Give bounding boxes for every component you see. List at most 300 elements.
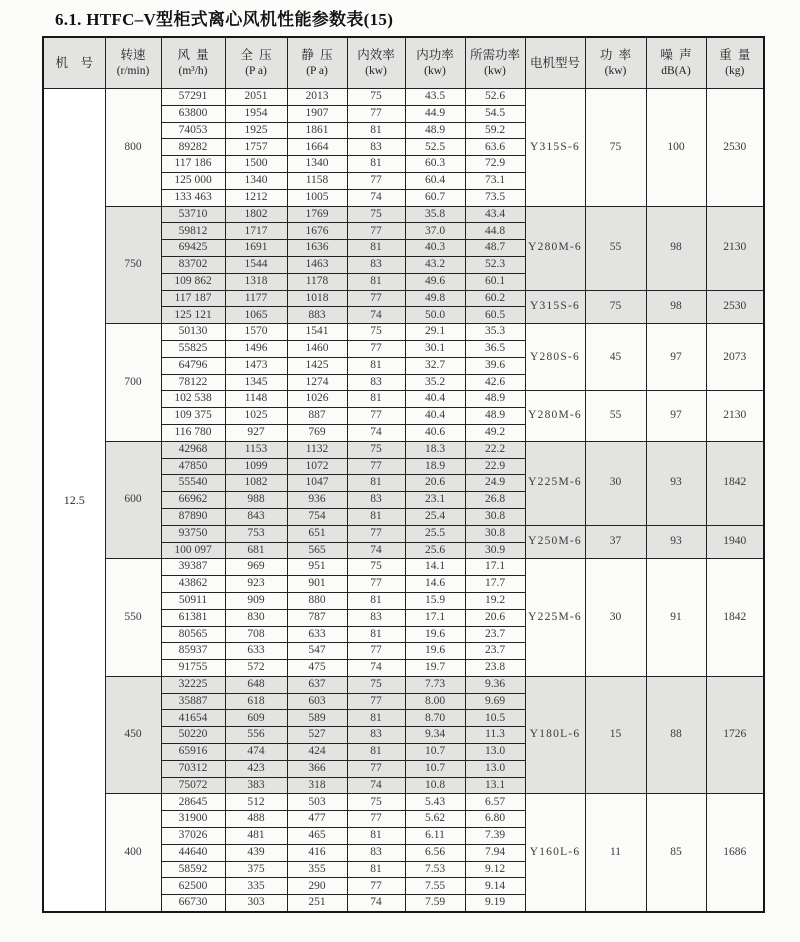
efficiency-cell: 81 xyxy=(347,626,405,643)
efficiency-cell: 81 xyxy=(347,475,405,492)
required-power-cell: 22.2 xyxy=(465,441,525,458)
static-pressure-cell: 475 xyxy=(287,660,347,677)
internal-power-cell: 18.9 xyxy=(405,458,465,475)
flow-cell: 85937 xyxy=(161,643,225,660)
motor-power-cell: 37 xyxy=(585,525,646,559)
internal-power-cell: 52.5 xyxy=(405,139,465,156)
efficiency-cell: 75 xyxy=(347,441,405,458)
efficiency-cell: 77 xyxy=(347,643,405,660)
internal-power-cell: 6.56 xyxy=(405,844,465,861)
total-pressure-cell: 375 xyxy=(225,861,287,878)
static-pressure-cell: 1026 xyxy=(287,391,347,408)
flow-cell: 55825 xyxy=(161,340,225,357)
total-pressure-cell: 609 xyxy=(225,710,287,727)
static-pressure-cell: 318 xyxy=(287,777,347,794)
required-power-cell: 73.5 xyxy=(465,189,525,206)
static-pressure-cell: 2013 xyxy=(287,89,347,106)
column-header-unit: dB(A) xyxy=(661,64,691,77)
flow-cell: 41654 xyxy=(161,710,225,727)
internal-power-cell: 19.6 xyxy=(405,643,465,660)
static-pressure-cell: 465 xyxy=(287,828,347,845)
required-power-cell: 52.6 xyxy=(465,89,525,106)
required-power-cell: 23.7 xyxy=(465,643,525,660)
required-power-cell: 60.2 xyxy=(465,290,525,307)
efficiency-cell: 77 xyxy=(347,340,405,357)
static-pressure-cell: 1018 xyxy=(287,290,347,307)
internal-power-cell: 40.6 xyxy=(405,424,465,441)
column-header-label: 内功率 xyxy=(416,47,454,62)
table-row xyxy=(43,676,764,693)
column-header-label: 转速 xyxy=(120,47,146,62)
static-pressure-cell: 416 xyxy=(287,844,347,861)
internal-power-cell: 48.9 xyxy=(405,122,465,139)
efficiency-cell: 74 xyxy=(347,895,405,912)
static-pressure-cell: 1132 xyxy=(287,441,347,458)
column-header-label: 机 号 xyxy=(55,55,93,70)
efficiency-cell: 77 xyxy=(347,576,405,593)
column-header-unit: (kw) xyxy=(484,64,506,77)
required-power-cell: 11.3 xyxy=(465,727,525,744)
flow-cell: 59812 xyxy=(161,223,225,240)
speed-cell: 550 xyxy=(105,559,161,677)
weight-cell: 1940 xyxy=(706,525,764,559)
weight-cell: 1686 xyxy=(706,794,764,912)
total-pressure-cell: 1099 xyxy=(225,458,287,475)
motor-model-cell: Y280S-6 xyxy=(525,324,585,391)
required-power-cell: 48.7 xyxy=(465,240,525,257)
noise-cell: 93 xyxy=(646,441,706,525)
static-pressure-cell: 1072 xyxy=(287,458,347,475)
efficiency-cell: 77 xyxy=(347,811,405,828)
noise-cell: 91 xyxy=(646,559,706,677)
required-power-cell: 17.1 xyxy=(465,559,525,576)
static-pressure-cell: 1769 xyxy=(287,206,347,223)
required-power-cell: 7.39 xyxy=(465,828,525,845)
required-power-cell: 73.1 xyxy=(465,172,525,189)
column-header-label: 功 率 xyxy=(599,47,632,62)
total-pressure-cell: 681 xyxy=(225,542,287,559)
column-header-label: 所需功率 xyxy=(469,47,520,62)
total-pressure-cell: 1212 xyxy=(225,189,287,206)
static-pressure-cell: 637 xyxy=(287,676,347,693)
static-pressure-cell: 565 xyxy=(287,542,347,559)
flow-cell: 93750 xyxy=(161,525,225,542)
efficiency-cell: 74 xyxy=(347,307,405,324)
required-power-cell: 44.8 xyxy=(465,223,525,240)
column-header-label: 噪 声 xyxy=(660,47,692,62)
flow-cell: 70312 xyxy=(161,760,225,777)
required-power-cell: 10.5 xyxy=(465,710,525,727)
static-pressure-cell: 1047 xyxy=(287,475,347,492)
table-body xyxy=(43,89,764,913)
efficiency-cell: 77 xyxy=(347,172,405,189)
total-pressure-cell: 648 xyxy=(225,676,287,693)
noise-cell: 88 xyxy=(646,676,706,794)
flow-cell: 100 097 xyxy=(161,542,225,559)
column-header xyxy=(347,37,405,89)
internal-power-cell: 60.7 xyxy=(405,189,465,206)
total-pressure-cell: 1954 xyxy=(225,105,287,122)
speed-cell: 600 xyxy=(105,441,161,559)
efficiency-cell: 81 xyxy=(347,592,405,609)
speed-cell: 450 xyxy=(105,676,161,794)
efficiency-cell: 77 xyxy=(347,760,405,777)
static-pressure-cell: 1274 xyxy=(287,374,347,391)
total-pressure-cell: 1025 xyxy=(225,408,287,425)
total-pressure-cell: 474 xyxy=(225,744,287,761)
total-pressure-cell: 1802 xyxy=(225,206,287,223)
total-pressure-cell: 753 xyxy=(225,525,287,542)
static-pressure-cell: 651 xyxy=(287,525,347,542)
total-pressure-cell: 1925 xyxy=(225,122,287,139)
flow-cell: 83702 xyxy=(161,256,225,273)
flow-cell: 44640 xyxy=(161,844,225,861)
flow-cell: 125 121 xyxy=(161,307,225,324)
required-power-cell: 54.5 xyxy=(465,105,525,122)
noise-cell: 97 xyxy=(646,391,706,441)
required-power-cell: 30.8 xyxy=(465,525,525,542)
static-pressure-cell: 1158 xyxy=(287,172,347,189)
flow-cell: 50911 xyxy=(161,592,225,609)
internal-power-cell: 60.4 xyxy=(405,172,465,189)
performance-table xyxy=(42,36,765,913)
total-pressure-cell: 1065 xyxy=(225,307,287,324)
required-power-cell: 20.6 xyxy=(465,609,525,626)
flow-cell: 64796 xyxy=(161,357,225,374)
efficiency-cell: 77 xyxy=(347,458,405,475)
internal-power-cell: 29.1 xyxy=(405,324,465,341)
efficiency-cell: 75 xyxy=(347,206,405,223)
weight-cell: 2130 xyxy=(706,206,764,290)
required-power-cell: 7.94 xyxy=(465,844,525,861)
static-pressure-cell: 355 xyxy=(287,861,347,878)
efficiency-cell: 83 xyxy=(347,609,405,626)
total-pressure-cell: 1570 xyxy=(225,324,287,341)
efficiency-cell: 81 xyxy=(347,273,405,290)
internal-power-cell: 19.6 xyxy=(405,626,465,643)
table-row xyxy=(43,206,764,223)
required-power-cell: 60.1 xyxy=(465,273,525,290)
flow-cell: 65916 xyxy=(161,744,225,761)
speed-cell: 750 xyxy=(105,206,161,324)
efficiency-cell: 77 xyxy=(347,525,405,542)
flow-cell: 87890 xyxy=(161,508,225,525)
motor-model-cell: Y250M-6 xyxy=(525,525,585,559)
noise-cell: 100 xyxy=(646,89,706,207)
motor-power-cell: 45 xyxy=(585,324,646,391)
flow-cell: 43862 xyxy=(161,576,225,593)
flow-cell: 109 375 xyxy=(161,408,225,425)
total-pressure-cell: 633 xyxy=(225,643,287,660)
internal-power-cell: 14.1 xyxy=(405,559,465,576)
efficiency-cell: 81 xyxy=(347,744,405,761)
noise-cell: 97 xyxy=(646,324,706,391)
total-pressure-cell: 1340 xyxy=(225,172,287,189)
internal-power-cell: 5.43 xyxy=(405,794,465,811)
total-pressure-cell: 335 xyxy=(225,878,287,895)
total-pressure-cell: 927 xyxy=(225,424,287,441)
total-pressure-cell: 481 xyxy=(225,828,287,845)
static-pressure-cell: 477 xyxy=(287,811,347,828)
total-pressure-cell: 618 xyxy=(225,693,287,710)
column-header xyxy=(287,37,347,89)
required-power-cell: 60.5 xyxy=(465,307,525,324)
internal-power-cell: 7.73 xyxy=(405,676,465,693)
flow-cell: 66962 xyxy=(161,492,225,509)
efficiency-cell: 77 xyxy=(347,878,405,895)
total-pressure-cell: 439 xyxy=(225,844,287,861)
required-power-cell: 9.36 xyxy=(465,676,525,693)
total-pressure-cell: 1148 xyxy=(225,391,287,408)
total-pressure-cell: 830 xyxy=(225,609,287,626)
motor-model-cell: Y280M-6 xyxy=(525,206,585,290)
static-pressure-cell: 787 xyxy=(287,609,347,626)
flow-cell: 109 862 xyxy=(161,273,225,290)
internal-power-cell: 40.4 xyxy=(405,408,465,425)
table-row xyxy=(43,324,764,341)
required-power-cell: 22.9 xyxy=(465,458,525,475)
column-header-unit: (kw) xyxy=(365,64,387,77)
static-pressure-cell: 1676 xyxy=(287,223,347,240)
flow-cell: 31900 xyxy=(161,811,225,828)
internal-power-cell: 8.00 xyxy=(405,693,465,710)
internal-power-cell: 43.2 xyxy=(405,256,465,273)
total-pressure-cell: 303 xyxy=(225,895,287,912)
column-header xyxy=(161,37,225,89)
required-power-cell: 35.3 xyxy=(465,324,525,341)
static-pressure-cell: 1861 xyxy=(287,122,347,139)
internal-power-cell: 49.8 xyxy=(405,290,465,307)
required-power-cell: 42.6 xyxy=(465,374,525,391)
internal-power-cell: 50.0 xyxy=(405,307,465,324)
weight-cell: 2130 xyxy=(706,391,764,441)
required-power-cell: 24.9 xyxy=(465,475,525,492)
efficiency-cell: 81 xyxy=(347,240,405,257)
motor-model-cell: Y225M-6 xyxy=(525,559,585,677)
efficiency-cell: 74 xyxy=(347,777,405,794)
flow-cell: 55540 xyxy=(161,475,225,492)
static-pressure-cell: 1005 xyxy=(287,189,347,206)
required-power-cell: 43.4 xyxy=(465,206,525,223)
efficiency-cell: 81 xyxy=(347,357,405,374)
total-pressure-cell: 1177 xyxy=(225,290,287,307)
static-pressure-cell: 1178 xyxy=(287,273,347,290)
column-header xyxy=(465,37,525,89)
internal-power-cell: 20.6 xyxy=(405,475,465,492)
static-pressure-cell: 1636 xyxy=(287,240,347,257)
internal-power-cell: 7.55 xyxy=(405,878,465,895)
static-pressure-cell: 887 xyxy=(287,408,347,425)
static-pressure-cell: 633 xyxy=(287,626,347,643)
flow-cell: 62500 xyxy=(161,878,225,895)
flow-cell: 80565 xyxy=(161,626,225,643)
total-pressure-cell: 488 xyxy=(225,811,287,828)
static-pressure-cell: 1907 xyxy=(287,105,347,122)
internal-power-cell: 18.3 xyxy=(405,441,465,458)
flow-cell: 50220 xyxy=(161,727,225,744)
header-row xyxy=(43,37,764,89)
required-power-cell: 9.14 xyxy=(465,878,525,895)
internal-power-cell: 40.4 xyxy=(405,391,465,408)
required-power-cell: 30.9 xyxy=(465,542,525,559)
flow-cell: 53710 xyxy=(161,206,225,223)
motor-model-cell: Y225M-6 xyxy=(525,441,585,525)
internal-power-cell: 17.1 xyxy=(405,609,465,626)
static-pressure-cell: 880 xyxy=(287,592,347,609)
required-power-cell: 23.7 xyxy=(465,626,525,643)
total-pressure-cell: 1473 xyxy=(225,357,287,374)
efficiency-cell: 81 xyxy=(347,861,405,878)
total-pressure-cell: 1345 xyxy=(225,374,287,391)
table-header xyxy=(43,37,764,89)
internal-power-cell: 32.7 xyxy=(405,357,465,374)
flow-cell: 75072 xyxy=(161,777,225,794)
efficiency-cell: 74 xyxy=(347,424,405,441)
efficiency-cell: 75 xyxy=(347,324,405,341)
table-row xyxy=(43,559,764,576)
static-pressure-cell: 769 xyxy=(287,424,347,441)
flow-cell: 69425 xyxy=(161,240,225,257)
static-pressure-cell: 1460 xyxy=(287,340,347,357)
column-header-label: 风 量 xyxy=(177,47,209,62)
required-power-cell: 72.9 xyxy=(465,156,525,173)
speed-cell: 400 xyxy=(105,794,161,912)
required-power-cell: 9.12 xyxy=(465,861,525,878)
efficiency-cell: 81 xyxy=(347,710,405,727)
motor-power-cell: 75 xyxy=(585,89,646,207)
motor-power-cell: 11 xyxy=(585,794,646,912)
flow-cell: 28645 xyxy=(161,794,225,811)
motor-model-cell: Y180L-6 xyxy=(525,676,585,794)
internal-power-cell: 35.2 xyxy=(405,374,465,391)
total-pressure-cell: 988 xyxy=(225,492,287,509)
weight-cell: 1842 xyxy=(706,441,764,525)
static-pressure-cell: 603 xyxy=(287,693,347,710)
efficiency-cell: 75 xyxy=(347,794,405,811)
total-pressure-cell: 1717 xyxy=(225,223,287,240)
internal-power-cell: 25.6 xyxy=(405,542,465,559)
efficiency-cell: 83 xyxy=(347,492,405,509)
column-header xyxy=(525,37,585,89)
static-pressure-cell: 527 xyxy=(287,727,347,744)
motor-model-cell: Y280M-6 xyxy=(525,391,585,441)
total-pressure-cell: 708 xyxy=(225,626,287,643)
efficiency-cell: 75 xyxy=(347,676,405,693)
internal-power-cell: 60.3 xyxy=(405,156,465,173)
required-power-cell: 13.0 xyxy=(465,760,525,777)
static-pressure-cell: 936 xyxy=(287,492,347,509)
efficiency-cell: 77 xyxy=(347,105,405,122)
required-power-cell: 9.19 xyxy=(465,895,525,912)
motor-power-cell: 15 xyxy=(585,676,646,794)
table-row xyxy=(43,89,764,106)
flow-cell: 78122 xyxy=(161,374,225,391)
total-pressure-cell: 1691 xyxy=(225,240,287,257)
noise-cell: 93 xyxy=(646,525,706,559)
flow-cell: 42968 xyxy=(161,441,225,458)
efficiency-cell: 74 xyxy=(347,189,405,206)
required-power-cell: 6.57 xyxy=(465,794,525,811)
table-row xyxy=(43,441,764,458)
noise-cell: 98 xyxy=(646,290,706,324)
column-header-unit: (kw) xyxy=(424,64,446,77)
required-power-cell: 39.6 xyxy=(465,357,525,374)
static-pressure-cell: 754 xyxy=(287,508,347,525)
internal-power-cell: 8.70 xyxy=(405,710,465,727)
efficiency-cell: 81 xyxy=(347,828,405,845)
static-pressure-cell: 290 xyxy=(287,878,347,895)
flow-cell: 133 463 xyxy=(161,189,225,206)
column-header-unit: (kw) xyxy=(604,64,627,77)
static-pressure-cell: 1340 xyxy=(287,156,347,173)
static-pressure-cell: 589 xyxy=(287,710,347,727)
efficiency-cell: 77 xyxy=(347,693,405,710)
internal-power-cell: 7.53 xyxy=(405,861,465,878)
efficiency-cell: 75 xyxy=(347,89,405,106)
column-header-label: 重 量 xyxy=(719,47,751,62)
efficiency-cell: 81 xyxy=(347,391,405,408)
flow-cell: 32225 xyxy=(161,676,225,693)
efficiency-cell: 83 xyxy=(347,139,405,156)
required-power-cell: 48.9 xyxy=(465,391,525,408)
internal-power-cell: 14.6 xyxy=(405,576,465,593)
static-pressure-cell: 503 xyxy=(287,794,347,811)
total-pressure-cell: 1500 xyxy=(225,156,287,173)
internal-power-cell: 25.5 xyxy=(405,525,465,542)
noise-cell: 85 xyxy=(646,794,706,912)
internal-power-cell: 10.8 xyxy=(405,777,465,794)
flow-cell: 47850 xyxy=(161,458,225,475)
speed-cell: 800 xyxy=(105,89,161,207)
static-pressure-cell: 1425 xyxy=(287,357,347,374)
column-header-unit: (r/min) xyxy=(116,64,150,77)
internal-power-cell: 15.9 xyxy=(405,592,465,609)
table-row xyxy=(43,794,764,811)
speed-cell: 700 xyxy=(105,324,161,442)
static-pressure-cell: 366 xyxy=(287,760,347,777)
internal-power-cell: 30.1 xyxy=(405,340,465,357)
flow-cell: 39387 xyxy=(161,559,225,576)
motor-power-cell: 55 xyxy=(585,206,646,290)
motor-power-cell: 30 xyxy=(585,441,646,525)
column-header-label: 全 压 xyxy=(240,47,272,62)
total-pressure-cell: 1496 xyxy=(225,340,287,357)
internal-power-cell: 7.59 xyxy=(405,895,465,912)
column-header xyxy=(225,37,287,89)
total-pressure-cell: 556 xyxy=(225,727,287,744)
internal-power-cell: 10.7 xyxy=(405,760,465,777)
weight-cell: 2530 xyxy=(706,290,764,324)
column-header-unit: (m³/h) xyxy=(178,64,208,77)
required-power-cell: 26.8 xyxy=(465,492,525,509)
required-power-cell: 36.5 xyxy=(465,340,525,357)
efficiency-cell: 83 xyxy=(347,844,405,861)
static-pressure-cell: 424 xyxy=(287,744,347,761)
motor-power-cell: 55 xyxy=(585,391,646,441)
internal-power-cell: 5.62 xyxy=(405,811,465,828)
total-pressure-cell: 1757 xyxy=(225,139,287,156)
noise-cell: 98 xyxy=(646,206,706,290)
static-pressure-cell: 1664 xyxy=(287,139,347,156)
total-pressure-cell: 843 xyxy=(225,508,287,525)
efficiency-cell: 81 xyxy=(347,156,405,173)
column-header-label: 内效率 xyxy=(357,47,395,62)
motor-model-cell: Y160L-6 xyxy=(525,794,585,912)
weight-cell: 1726 xyxy=(706,676,764,794)
total-pressure-cell: 923 xyxy=(225,576,287,593)
internal-power-cell: 19.7 xyxy=(405,660,465,677)
internal-power-cell: 49.6 xyxy=(405,273,465,290)
